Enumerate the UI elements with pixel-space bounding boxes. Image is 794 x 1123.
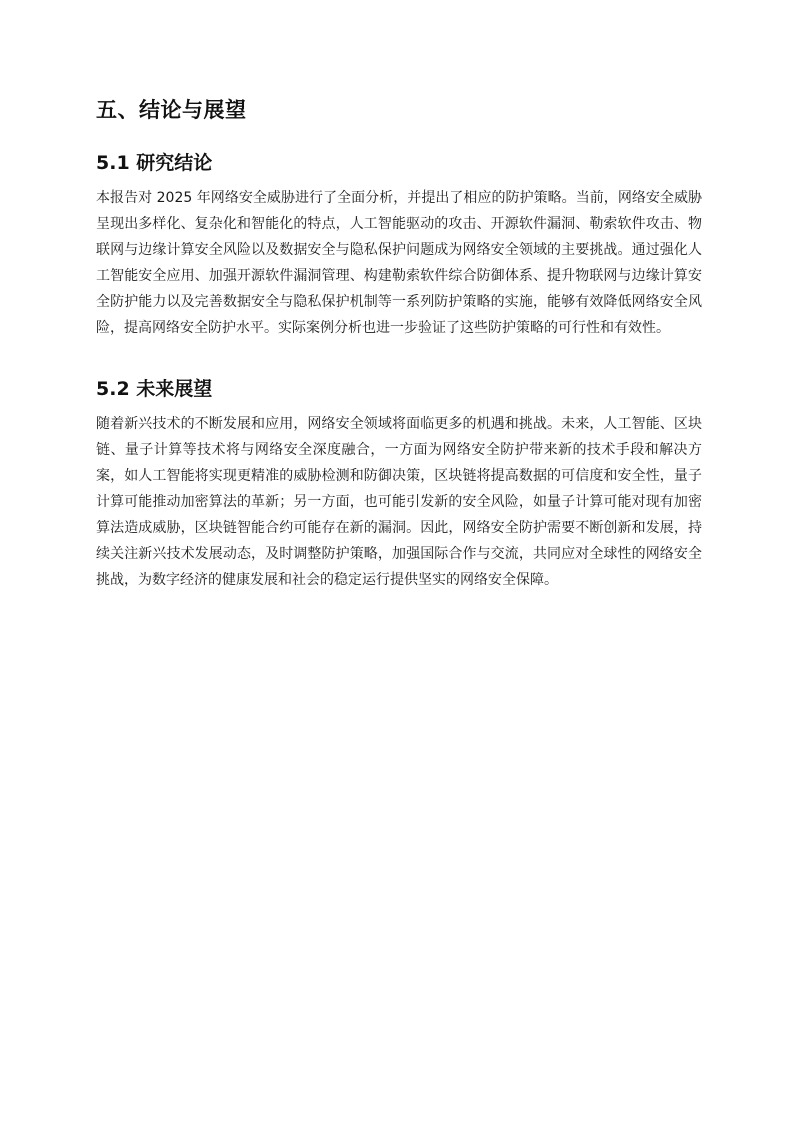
chapter-title: 五、结论与展望 <box>96 98 247 122</box>
section-paragraph-future-outlook: 随着新兴技术的不断发展和应用，网络安全领域将面临更多的机遇和挑战。未来，人工智能、区块链、量子计算等技术将与网络安全深度融合，一方面为网络安全防护带来新的技术手段和解决方案，如人工智能将实现更精准的威胁检测和防御决策，区块链将提高数据的可信度和安全性，量子计算可能推动加密算法的革新；另一方面，也可能引发新的安全风险，如量子计算可能对现有加密算法造成威胁，区块链智能合约可能存在新的漏洞。因此，网络安全防护需要不断创新和发展，持续关注新兴技术发展动态，及时调整防护策略，加强国际合作与交流，共同应对全球性的网络安全挑战，为数字经济的健康发展和社会的稳定运行提供坚实的网络安全保障。 <box>96 416 702 588</box>
section-paragraph-research-conclusion: 本报告对 2025 年网络安全威胁进行了全面分析，并提出了相应的防护策略。当前，网络安全威胁呈现出多样化、复杂化和智能化的特点，人工智能驱动的攻击、开源软件漏洞、勒索软件攻击、物联网与边缘计算安全风险以及数据安全与隐私保护问题成为网络安全领域的主要挑战。通过强化人工智能安全应用、加强开源软件漏洞管理、构建勒索软件综合防御体系、提升物联网与边缘计算安全防护能力以及完善数据安全与隐私保护机制等一系列防护策略的实施，能够有效降低网络安全风险，提高网络安全防护水平。实际案例分析也进一步验证了这些防护策略的可行性和有效性。 <box>96 190 702 336</box>
section-heading-research-conclusion: 5.1 研究结论 <box>96 152 213 174</box>
section-heading-future-outlook: 5.2 未来展望 <box>96 378 213 400</box>
